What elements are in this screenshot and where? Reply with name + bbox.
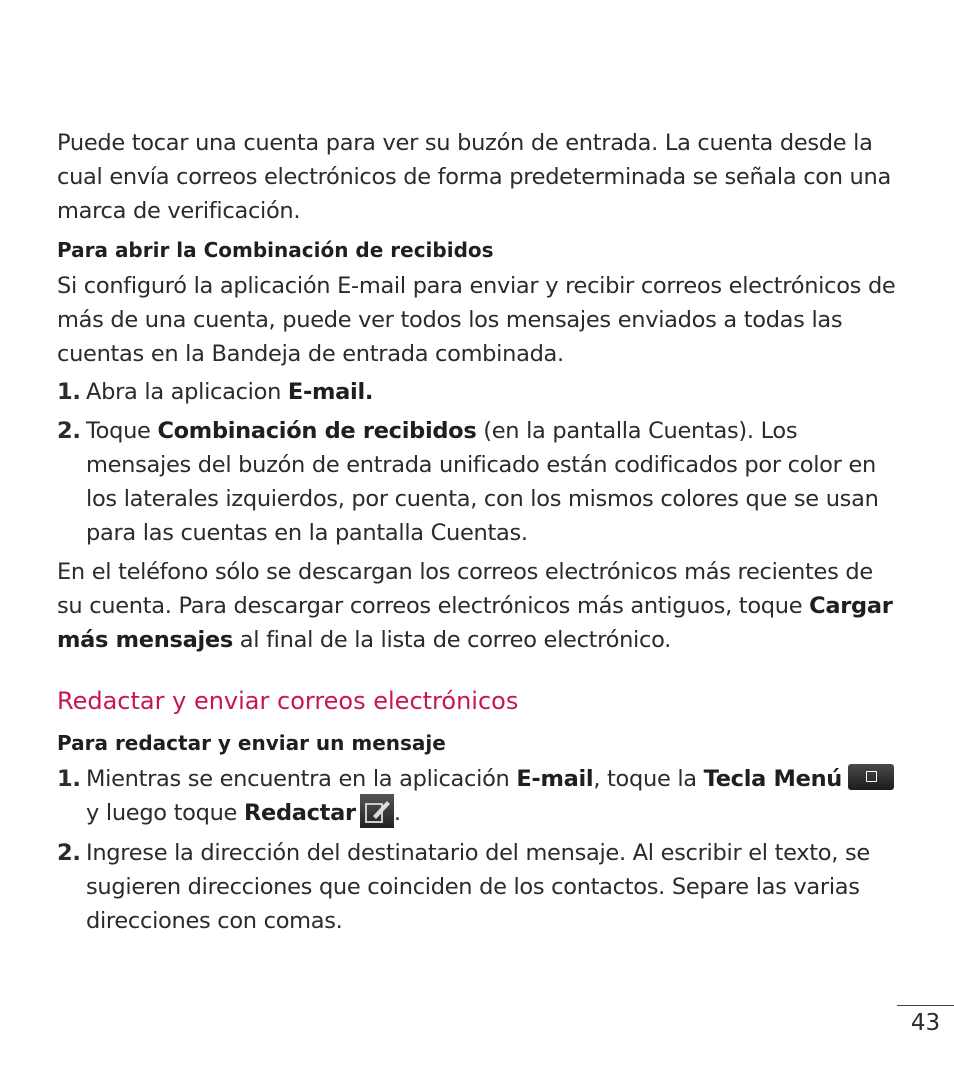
combined-inbox-paragraph: Si configuró la aplicación E-mail para enviar y recibir correos electrónicos de más de una cuenta, puede ver todos los mensajes enviados a todas las cuentas en la Bandeja de entrada combinada. xyxy=(57,273,896,367)
step-text: y luego toque xyxy=(86,800,244,826)
step-bold: Combinación de recibidos xyxy=(157,418,477,444)
combined-inbox-steps xyxy=(57,375,902,550)
step-text: Mientras se encuentra en la aplicación xyxy=(86,766,517,792)
closing-text: En el teléfono sólo se descargan los correos electrónicos más recientes de su cuenta. Para descargar correos electrónicos más antiguos, toque xyxy=(57,559,873,619)
compose-steps xyxy=(57,762,902,938)
closing-text-end: al final de la lista de correo electrónico. xyxy=(232,627,671,653)
step-bold: E-mail xyxy=(516,766,594,792)
closing-bold: Cargar más mensajes xyxy=(57,593,893,653)
intro-paragraph: Puede tocar una cuenta para ver su buzón de entrada. La cuenta desde la cual envía correos electrónicos de forma predeterminada se señala con una marca de verificación. xyxy=(57,130,891,224)
step-text: (en la pantalla Cuentas). Los mensajes del buzón de entrada unificado están codificados por color en los laterales izquierdos, por cuenta, con los mismos colores que se usan para las cuentas en la pantalla Cuentas. xyxy=(86,418,879,546)
section-heading-compose: Redactar y enviar correos electrónicos xyxy=(57,687,519,715)
page-number: 43 xyxy=(910,1010,941,1036)
list-item xyxy=(57,414,902,550)
list-item xyxy=(57,375,902,409)
step-number: 2. xyxy=(57,839,81,866)
step-number: 1. xyxy=(57,766,81,792)
step-bold: E-mail. xyxy=(287,379,374,405)
closing-paragraph xyxy=(57,555,902,657)
step-bold: Tecla Menú xyxy=(703,766,843,792)
page-content xyxy=(57,126,902,943)
step-text: Ingrese la dirección del destinatario del mensaje. Al escribir el texto, se sugieren direcciones que coinciden de los contactos. Separe las varias direcciones con comas. xyxy=(86,839,870,934)
step-text: Toque xyxy=(86,418,158,444)
list-item xyxy=(57,836,902,938)
subheading-combined-inbox: Para abrir la Combinación de recibidos xyxy=(57,238,494,262)
menu-key-icon xyxy=(848,764,894,790)
step-text: Abra la aplicacion xyxy=(86,379,288,405)
step-number: 2. xyxy=(57,418,81,444)
list-item xyxy=(57,762,902,831)
step-text: . xyxy=(393,800,401,826)
step-number: 1. xyxy=(57,379,81,405)
step-bold: Redactar xyxy=(243,800,356,826)
compose-icon xyxy=(360,794,394,828)
page-number-rule xyxy=(897,1005,954,1006)
step-text: , toque la xyxy=(593,766,704,792)
subheading-compose: Para redactar y enviar un mensaje xyxy=(57,731,446,755)
